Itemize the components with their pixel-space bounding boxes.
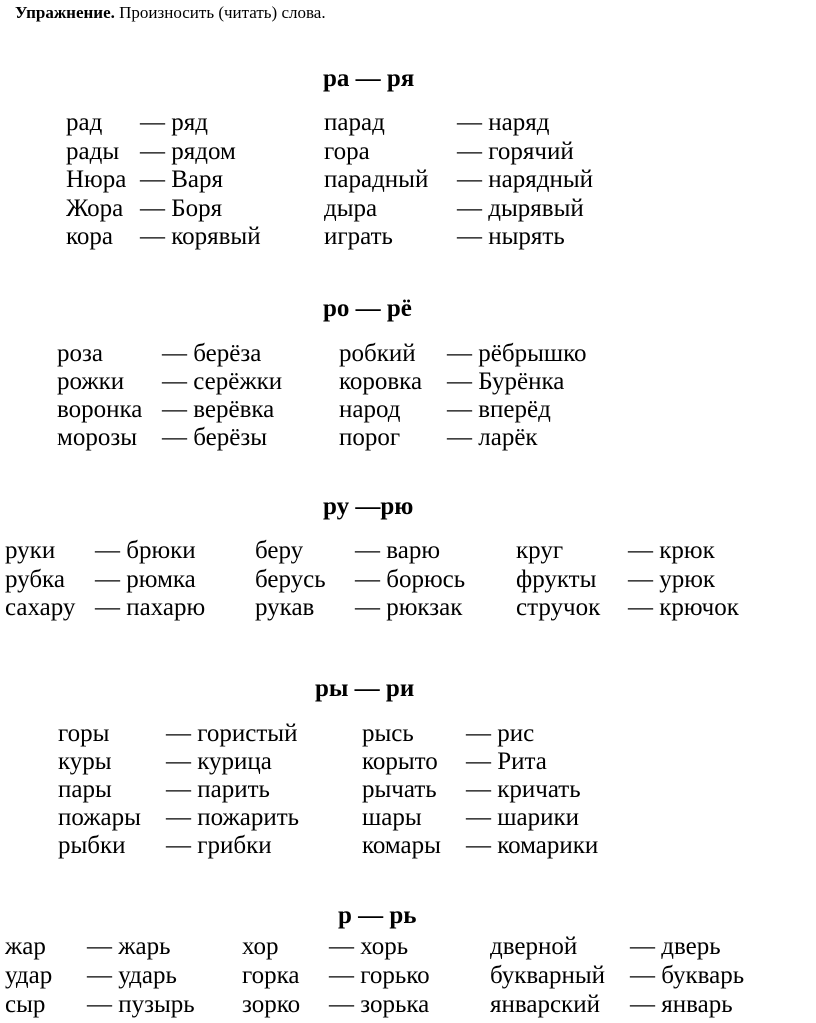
section-heading: р — рь <box>338 902 417 929</box>
hard-word: стручок <box>516 594 601 621</box>
soft-word: — январь <box>630 991 733 1018</box>
soft-word: — дырявый <box>457 194 584 222</box>
soft-word: — Варя <box>140 166 224 194</box>
hard-word: коровка <box>339 368 423 395</box>
hard-word: беру <box>255 537 304 564</box>
hard-word: дверной <box>490 933 578 960</box>
hard-word: круг <box>516 537 564 564</box>
hard-word: рад <box>66 109 103 136</box>
soft-word: — горько <box>329 962 430 989</box>
hard-word: гора <box>324 137 370 165</box>
hard-word: воронка <box>57 396 143 423</box>
soft-word: — зорька <box>329 991 430 1018</box>
section-heading: ра — ря <box>323 65 415 92</box>
hard-word: жар <box>5 933 46 960</box>
hard-word: дыра <box>324 194 378 222</box>
soft-word: — рёбрышко <box>447 340 587 367</box>
hard-word: играть <box>324 223 393 251</box>
hard-word: букварный <box>490 962 606 989</box>
soft-word: — брюки <box>95 537 196 564</box>
soft-word: — пожарить <box>166 804 300 831</box>
hard-word: сахару <box>5 594 76 621</box>
soft-word: — крюк <box>628 537 715 564</box>
exercise-instruction: Произносить (читать) слова. <box>119 3 326 22</box>
soft-word: — шарики <box>466 804 580 831</box>
soft-word: — парить <box>166 776 270 803</box>
hard-word: рысь <box>362 720 414 747</box>
soft-word: — Боря <box>140 194 223 222</box>
soft-word: — ларёк <box>447 424 538 451</box>
hard-word: морозы <box>57 424 137 451</box>
hard-word: рубка <box>5 565 65 593</box>
soft-word: — серёжки <box>162 368 283 395</box>
soft-word: — грибки <box>166 832 272 859</box>
soft-word: — нырять <box>457 223 565 251</box>
hard-word: парадный <box>324 166 429 194</box>
hard-word: рукав <box>255 594 315 621</box>
hard-word: пожары <box>58 804 141 831</box>
soft-word: — нарядный <box>457 166 593 194</box>
hard-word: роза <box>57 340 103 367</box>
hard-word: берусь <box>255 565 326 593</box>
soft-word: — ряд <box>140 109 208 136</box>
section-heading: ры — ри <box>315 675 415 702</box>
soft-word: — гористый <box>166 720 298 747</box>
soft-word: — корявый <box>140 223 261 251</box>
hard-word: народ <box>339 396 401 423</box>
hard-word: кора <box>66 223 113 251</box>
hard-word: пары <box>58 776 112 803</box>
hard-word: удар <box>5 962 53 989</box>
hard-word: робкий <box>339 340 416 367</box>
soft-word: — ударь <box>87 962 177 989</box>
hard-word: Нюра <box>66 166 127 194</box>
section-heading: ро — рё <box>323 295 412 322</box>
hard-word: куры <box>58 748 112 775</box>
soft-word: — берёзы <box>162 424 268 451</box>
hard-word: рыбки <box>58 832 126 859</box>
hard-word: Жора <box>66 194 124 222</box>
soft-word: — крючок <box>628 594 739 621</box>
hard-word: парад <box>324 109 385 136</box>
soft-word: — рис <box>466 720 535 747</box>
soft-word: — пахарю <box>95 594 206 621</box>
hard-word: горка <box>242 962 300 989</box>
soft-word: — курица <box>166 748 272 775</box>
hard-word: рады <box>66 137 120 165</box>
hard-word: фрукты <box>516 565 597 593</box>
soft-word: — варю <box>355 537 440 564</box>
soft-word: — дверь <box>630 933 721 960</box>
hard-word: рожки <box>57 368 125 395</box>
hard-word: зорко <box>242 991 301 1018</box>
soft-word: — рядом <box>140 137 236 165</box>
soft-word: — комарики <box>466 832 599 859</box>
soft-word: — верёвка <box>162 396 275 423</box>
soft-word: — кричать <box>466 776 581 803</box>
hard-word: рычать <box>362 776 437 803</box>
hard-word: порог <box>339 424 401 451</box>
hard-word: комары <box>362 832 441 859</box>
hard-word: сыр <box>5 991 46 1018</box>
exercise-header <box>15 3 326 23</box>
soft-word: — наряд <box>457 109 550 136</box>
hard-word: хор <box>242 933 279 960</box>
soft-word: — Рита <box>466 748 547 775</box>
soft-word: — горячий <box>457 137 574 165</box>
soft-word: — борюсь <box>355 565 466 593</box>
soft-word: — жарь <box>87 933 171 960</box>
exercise-label: Упражнение. <box>15 3 115 22</box>
soft-word: — хорь <box>329 933 409 960</box>
soft-word: — рюкзак <box>355 594 463 621</box>
soft-word: — рюмка <box>95 565 196 593</box>
soft-word: — букварь <box>630 962 745 989</box>
soft-word: — пузырь <box>87 991 195 1018</box>
hard-word: горы <box>58 720 110 747</box>
hard-word: январский <box>490 991 600 1018</box>
soft-word: — берёза <box>162 340 262 367</box>
soft-word: — Бурёнка <box>447 368 565 395</box>
hard-word: руки <box>5 537 56 564</box>
hard-word: корыто <box>362 748 438 775</box>
soft-word: — вперёд <box>447 396 551 423</box>
section-heading: ру —рю <box>323 493 414 520</box>
hard-word: шары <box>362 804 422 831</box>
soft-word: — урюк <box>628 565 716 593</box>
